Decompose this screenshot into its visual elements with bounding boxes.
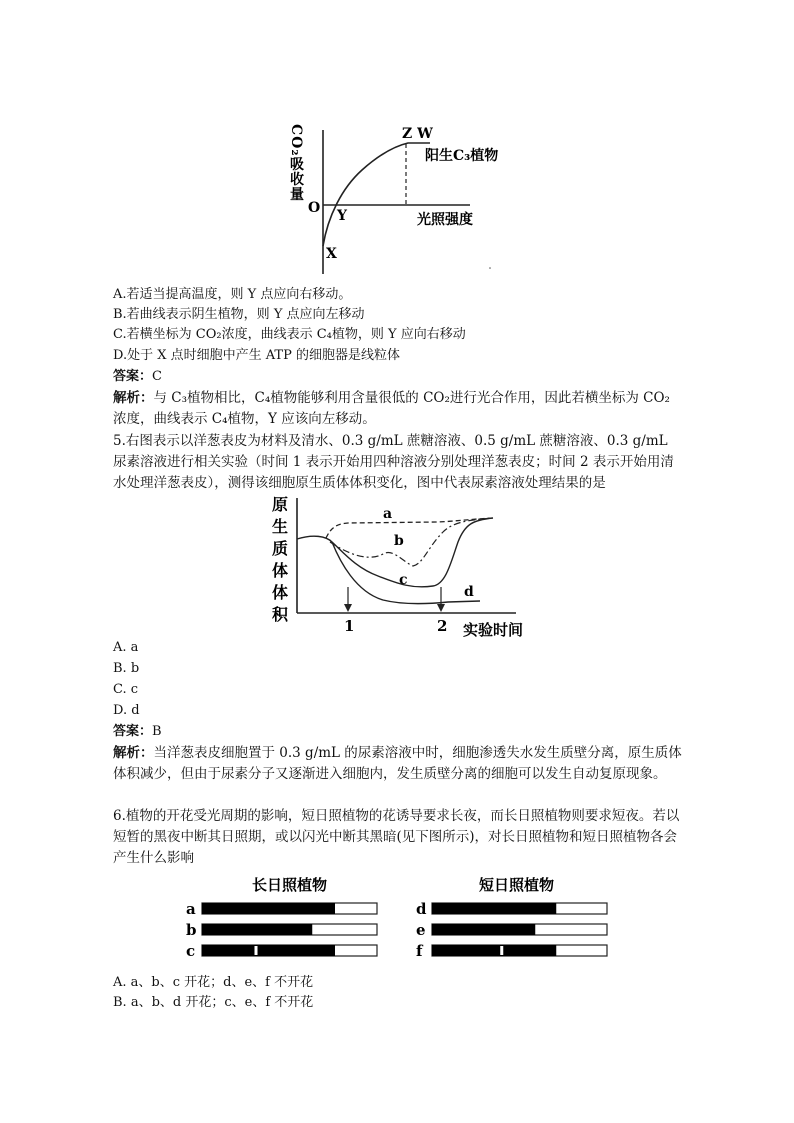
q4-curve (323, 143, 430, 246)
q6-long-bar-dark-a (202, 903, 335, 914)
q6-short-bar-flash-f (500, 946, 503, 955)
q4-x-axis-label: 光照强度 (417, 212, 473, 228)
q5-tick-1: 1 (344, 617, 355, 635)
q5-option-c: C. c (113, 682, 139, 697)
q6-long-title: 长日照植物 (252, 876, 328, 894)
q5-curve-c (297, 518, 493, 587)
q6-long-bar-label-b: b (186, 921, 197, 939)
svg-text:体: 体 (272, 583, 289, 602)
q5-curve-a (326, 518, 493, 538)
q6-short-bars (416, 900, 607, 959)
q5-answer (113, 722, 162, 742)
q4-point-x: X (326, 246, 337, 262)
q4-analysis-label: 解析： (113, 390, 154, 406)
q4-answer (113, 367, 162, 387)
q5-ylabel (272, 495, 289, 624)
q6-long-bars (186, 900, 377, 959)
q6-short-bar-dark-f (432, 945, 556, 956)
q5-stem: 5.右图表示以洋葱表皮为材料及清水、0.3 g/mL 蔗糖溶液、0.5 g/mL 蔗糖溶液、0.3 g/mL 尿素溶液进行相关实验（时间 1 表示开始用四种溶液分别处理洋葱表皮；时间 2 表示开始用清水处理洋葱表皮），测得该细胞原生质体体积变化，图中代表尿素溶液处理结果的是 (113, 433, 674, 491)
q5-option-b: B. b (113, 661, 140, 676)
q4-option-d: D.处于 X 点时细胞中产生 ATP 的细胞器是线粒体 (113, 348, 400, 363)
q4-curve-label: 阳生C₃植物 (425, 148, 499, 164)
q4-origin-label: O (308, 200, 321, 216)
q5-label-d: d (464, 584, 474, 600)
q5-x-axis-label: 实验时间 (463, 621, 524, 639)
q5-analysis-label: 解析： (113, 745, 154, 761)
q5-tick-2: 2 (437, 617, 448, 635)
q5-option-a: A. a (113, 640, 139, 655)
q4-analysis-text: 与 C₃植物相比，C₄植物能够利用含量很低的 CO₂进行光合作用，因此若横坐标为 CO₂浓度，曲线表示 C₄植物，Y 应该向左移动。 (113, 390, 670, 427)
q4-option-b: B.若曲线表示阴生植物，则 Y 点应向左移动 (113, 307, 365, 322)
q6-stem: 6.植物的开花受光周期的影响，短日照植物的花诱导要求长夜，而长日照植物则要求短夜。若以短暂的黑夜中断其日照期，或以闪光中断其黑暗(见下图所示)，对长日照植物和短日照植物各会产生什么影响 (113, 808, 680, 866)
q4-analysis (113, 388, 683, 430)
svg-text:原: 原 (272, 495, 289, 514)
q4-dot-mark (489, 267, 491, 269)
q4-answer-label: 答案： (113, 369, 153, 384)
q4-option-a: A.若适当提高温度，则 Y 点应向右移动。 (113, 287, 352, 302)
q5-answer-value: B (152, 724, 162, 739)
q4-answer-value: C (152, 369, 162, 384)
q6-option-b: B. a、b、d 开花；c、e、f 不开花 (113, 995, 314, 1010)
svg-text:质: 质 (272, 539, 289, 558)
q6-option-a: A. a、b、c 开花；d、e、f 不开花 (113, 975, 314, 990)
q5-analysis-text: 当洋葱表皮细胞置于 0.3 g/mL 的尿素溶液中时，细胞渗透失水发生质壁分离，原生质体体积减少，但由于尿素分子又逐渐进入细胞内，发生质壁分离的细胞可以发生自动复原现象。 (113, 745, 682, 782)
q6-short-bar-label-d: d (416, 900, 427, 918)
q6-long-bar-dark-c (202, 945, 335, 956)
q5-arrow-1-head (344, 604, 352, 612)
q5-arrow-2-head (437, 604, 445, 612)
q5-label-b: b (394, 533, 404, 549)
q5-option-d: D. d (113, 703, 140, 718)
q5-answer-label: 答案： (113, 724, 153, 739)
svg-text:积: 积 (272, 605, 289, 624)
q6-short-bar-label-f: f (416, 942, 423, 959)
q5-label-a: a (383, 506, 393, 522)
q6-long-bar-label-c: c (186, 942, 196, 959)
q4-ylabel: CO₂吸收量 (288, 124, 304, 202)
svg-text:生: 生 (272, 517, 289, 536)
q6-svg (180, 874, 620, 959)
q6-short-bar-dark-e (432, 924, 535, 935)
q4-figure (280, 118, 520, 276)
q6-long-bar-dark-b (202, 924, 312, 935)
q5-analysis (113, 743, 683, 785)
q6-short-bar-dark-d (432, 903, 556, 914)
q4-point-y: Y (337, 208, 347, 224)
q6-short-bar-label-e: e (416, 921, 426, 939)
q5-figure (268, 492, 538, 642)
q5-label-c: c (399, 572, 408, 588)
q6-short-title: 短日照植物 (479, 876, 555, 894)
q6-long-bar-label-a: a (186, 900, 196, 918)
svg-text:体: 体 (272, 561, 289, 580)
q4-point-zw: Z W (402, 126, 433, 142)
q4-option-c: C.若横坐标为 CO₂浓度，曲线表示 C₄植物，则 Y 应向右移动 (113, 327, 466, 342)
q6-figure (180, 874, 620, 959)
q6-long-bar-flash-c (255, 946, 258, 955)
